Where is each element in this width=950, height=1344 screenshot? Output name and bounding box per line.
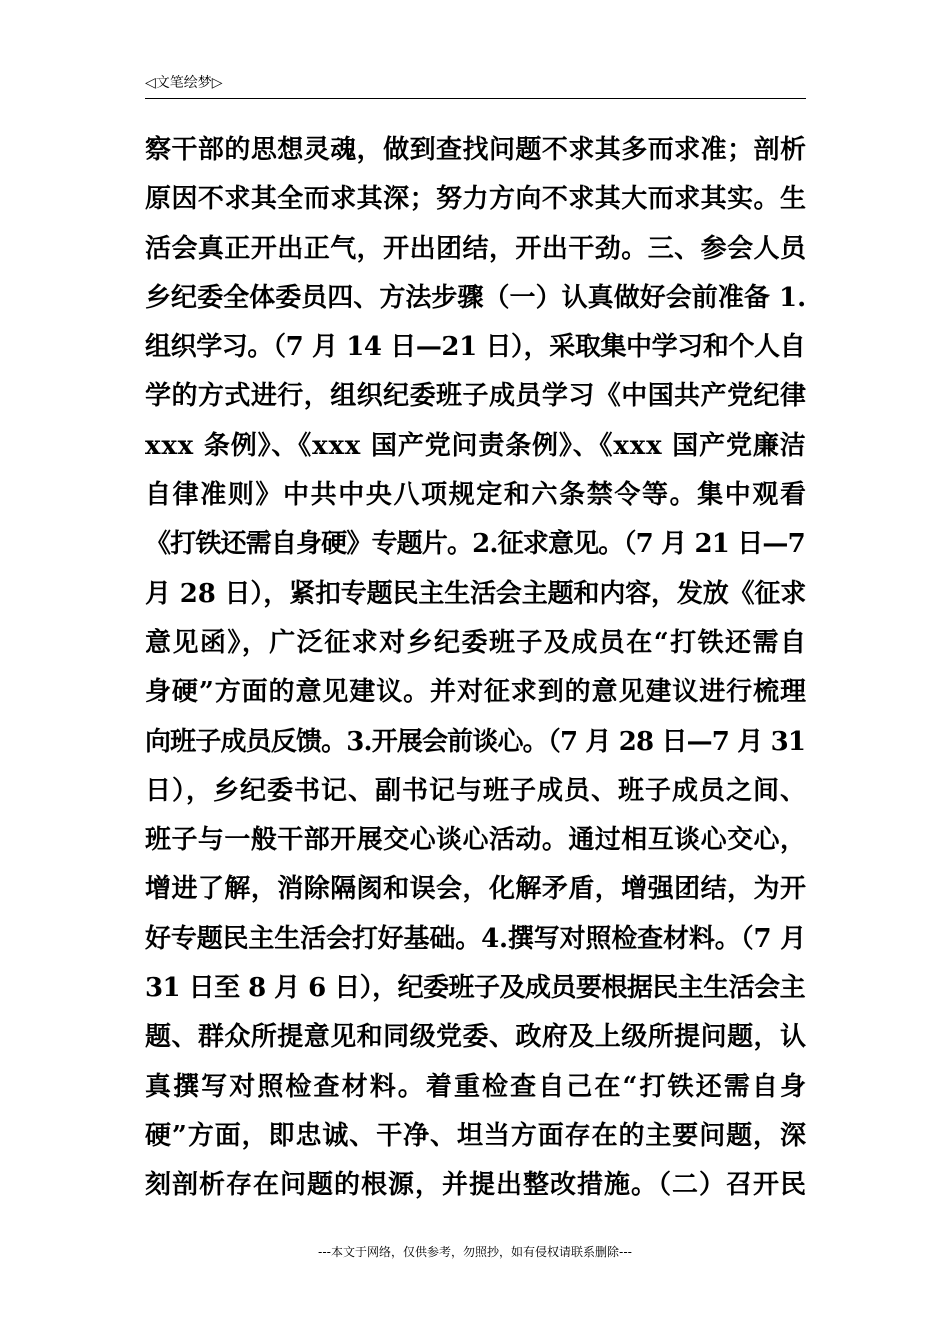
body-line: 31 日至 8 月 6 日），纪委班子及成员要根据民主生活会主 (145, 973, 806, 1004)
body-line: 好专题民主生活会打好基础。4.撰写对照检查材料。（7 月 (145, 923, 807, 954)
body-line: 刻剖析存在问题的根源，并提出整改措施。（二）召开民 (145, 1170, 808, 1201)
body-line: 月 28 日），紧扣专题民主生活会主题和内容，发放《征求 (145, 578, 807, 609)
body-line: 硬”方面，即忠诚、干净、坦当方面存在的主要问题，深 (145, 1120, 807, 1151)
body-line: 日），乡纪委书记、副书记与班子成员、班子成员之间、 (145, 775, 808, 806)
body-line: 向班子成员反馈。3.开展会前谈心。（7 月 28 日—7 月 31 (145, 726, 806, 757)
body-line: 真撰写对照检查材料。着重检查自己在“打铁还需自身 (145, 1071, 809, 1102)
body-line: 学的方式进行，组织纪委班子成员学习《中国共产党纪律 (145, 381, 807, 412)
body-line: 题、群众所提意见和同级党委、政府及上级所提问题，认 (145, 1022, 807, 1053)
page-header (145, 74, 806, 99)
body-line: 乡纪委全体委员四、方法步骤（一）认真做好会前准备 1. (145, 282, 807, 313)
header-title: ◁文笔绘梦▷ (145, 75, 223, 91)
body-line: 班子与一般干部开展交心谈心活动。通过相互谈心交心， (145, 825, 807, 856)
document-body (145, 126, 815, 1211)
body-line: 《打铁还需自身硬》专题片。2.征求意见。（7 月 21 日—7 (145, 529, 805, 560)
footer-disclaimer: ---本文于网络，仅供参考，勿照抄，如有侵权请联系删除--- (318, 1245, 632, 1259)
page-footer (0, 1244, 950, 1260)
body-line: 意见函》，广泛征求对乡纪委班子及成员在“打铁还需自 (145, 627, 808, 658)
body-line: 活会真正开出正气，开出团结，开出干劲。三、参会人员 (145, 233, 807, 264)
body-line: xxx 条例》、《xxx 国产党问责条例》、《xxx 国产党廉洁 (145, 430, 807, 461)
body-line: 自律准则》中共中央八项规定和六条禁令等。集中观看 (145, 480, 808, 511)
body-line: 身硬”方面的意见建议。并对征求到的意见建议进行梳理 (145, 677, 807, 708)
body-line: 组织学习。（7 月 14 日—21 日），采取集中学习和个人自 (145, 332, 806, 363)
body-line: 原因不求其全而求其深；努力方向不求其大而求其实。生 (145, 184, 807, 215)
body-line: 增进了解，消除隔阂和误会，化解矛盾，增强团结，为开 (145, 874, 807, 905)
body-line: 察干部的思想灵魂，做到查找问题不求其多而求准；剖析 (145, 135, 807, 165)
